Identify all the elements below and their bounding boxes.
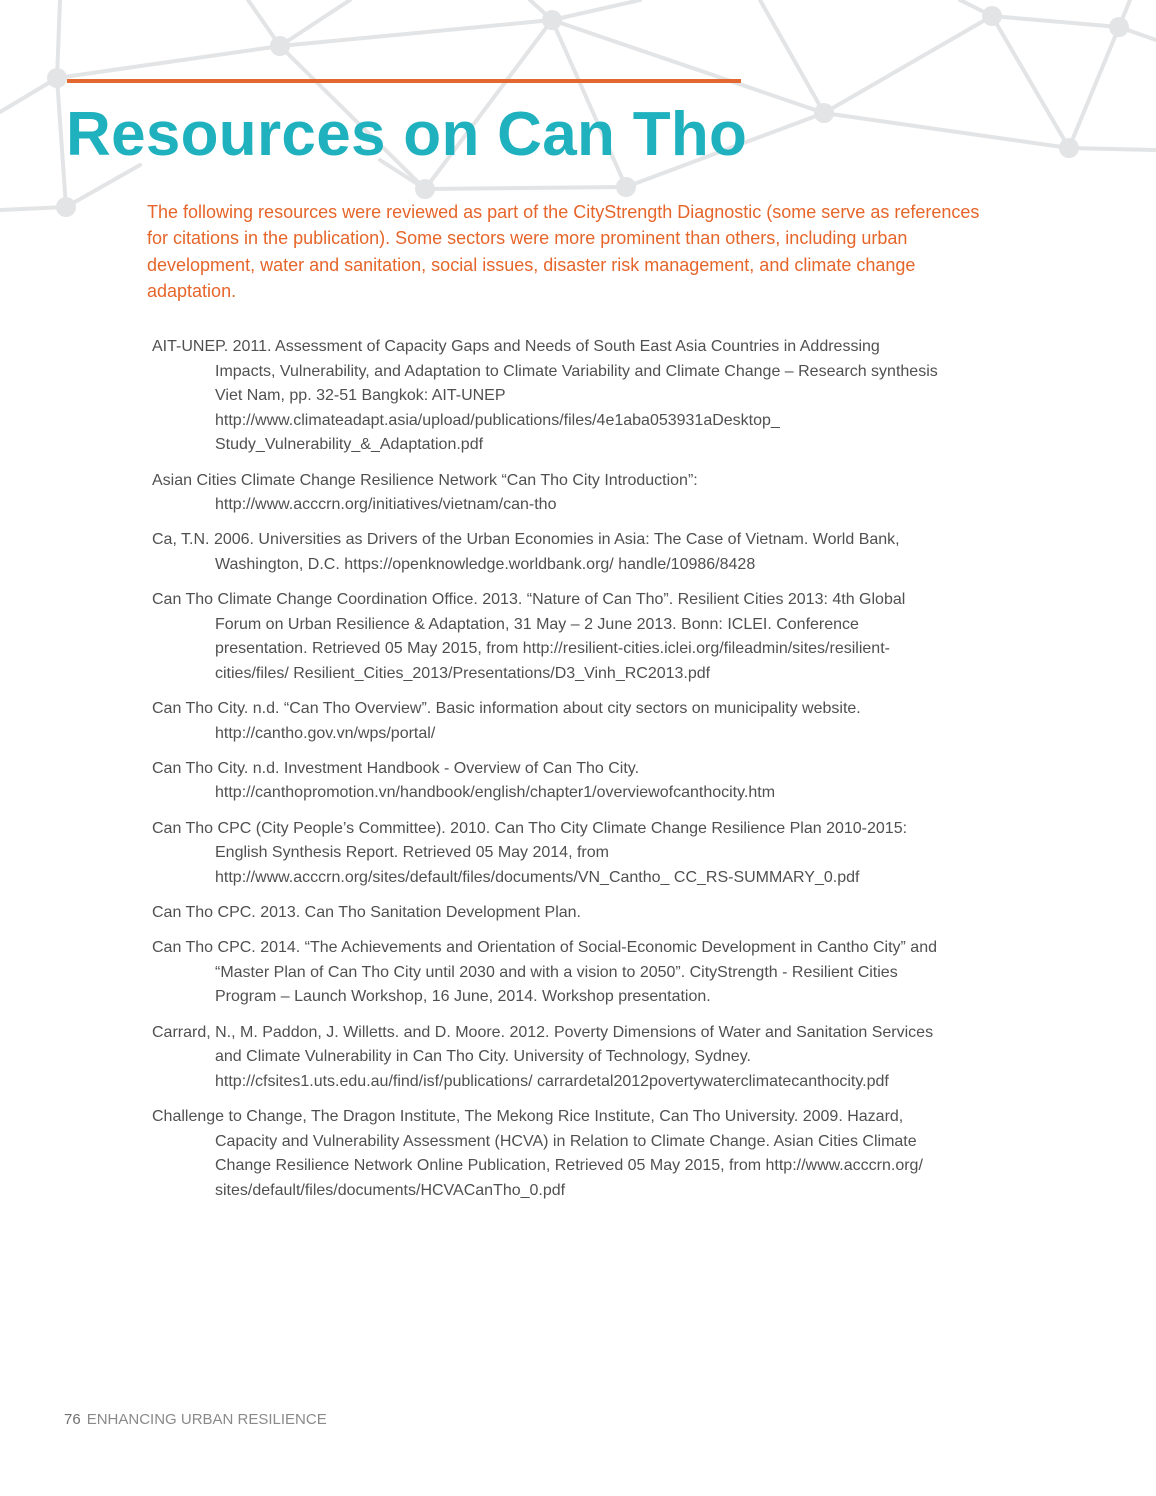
reference-item: AIT-UNEP. 2011. Assessment of Capacity Gaps and Needs of South East Asia Countries in Addressing Impacts, Vulnerability, and Adaptation to Climate Variability and Climate Change – Research synthesis Viet Nam, pp. 32-51 Bangkok: AIT-UNEP http://www.climateadapt.asia/upload/publications/files/4e1aba053931aDesktop_ Study_Vulnerability_&_Adaptation.pdf — [152, 338, 938, 454]
reference-item: Can Tho City. n.d. “Can Tho Overview”. Basic information about city sectors on municipality website. http://cantho.gov.vn/wps/portal/ — [152, 700, 861, 742]
title-accent-rule — [67, 79, 741, 83]
page-title: Resources on Can Tho — [66, 100, 748, 169]
intro-paragraph: The following resources were reviewed as part of the CityStrength Diagnostic (some serve as references for citations in the publication). Some sectors were more prominent than others, including urban development, water and sanitation, social issues, disaster risk management, and climate change adaptation. — [147, 202, 980, 301]
page-footer — [64, 1411, 327, 1428]
reference-item: Can Tho Climate Change Coordination Office. 2013. “Nature of Can Tho”. Resilient Cities 2013: 4th Global Forum on Urban Resilience & Adaptation, 31 May – 2 June 2013. Bonn: ICLEI. Conference presentation. Retrieved 05 May 2015, from http://resilient-cities.iclei.org/fileadmin/sites/resilient-cities/files/ Resilient_Cities_2013/Presentations/D3_Vinh_RC2013.pdf — [152, 591, 906, 682]
reference-list — [152, 335, 942, 1214]
reference-item: Carrard, N., M. Paddon, J. Willetts. and D. Moore. 2012. Poverty Dimensions of Water and Sanitation Services and Climate Vulnerability in Can Tho City. University of Technology, Sydney. http://cfsites1.uts.edu.au/find/isf/publications/ carrardetal2012povertywaterclimatecanthocity.pdf — [152, 1023, 934, 1090]
reference-item: Can Tho CPC. 2013. Can Tho Sanitation Development Plan. — [152, 904, 581, 922]
reference-item: Ca, T.N. 2006. Universities as Drivers of the Urban Economies in Asia: The Case of Vietnam. World Bank, Washington, D.C. https://openknowledge.worldbank.org/ handle/10986/8428 — [152, 531, 900, 573]
reference-item: Asian Cities Climate Change Resilience Network “Can Tho City Introduction”: http://www.acccrn.org/initiatives/vietnam/can-tho — [152, 471, 698, 514]
reference-item: Challenge to Change, The Dragon Institute, The Mekong Rice Institute, Can Tho University. 2009. Hazard, Capacity and Vulnerability Assessment (HCVA) in Relation to Climate Change. Asian Cities Climate Change Resilience Network Online Publication, Retrieved 05 May 2015, from http://www.acccrn.org/ sites/default/files/documents/HCVACanTho_0.pdf — [152, 1107, 923, 1199]
running-title: ENHANCING URBAN RESILIENCE — [86, 1411, 327, 1428]
page-number: 76 — [64, 1411, 81, 1428]
reference-item: Can Tho CPC (City People’s Committee). 2010. Can Tho City Climate Change Resilience Plan 2010-2015: English Synthesis Report. Retrieved 05 May 2014, from http://www.acccrn.org/sites/default/files/documents/VN_Cantho_ CC_RS-SUMMARY_0.pdf — [152, 819, 908, 886]
reference-item: Can Tho CPC. 2014. “The Achievements and Orientation of Social-Economic Development in Cantho City” and “Master Plan of Can Tho City until 2030 and with a vision to 2050”. CityStrength - Resilient Cities Program – Launch Workshop, 16 June, 2014. Workshop presentation. — [152, 939, 937, 1006]
reference-item: Can Tho City. n.d. Investment Handbook - Overview of Can Tho City. http://canthopromotion.vn/handbook/english/chapter1/overviewofcanthocity.htm — [152, 759, 776, 802]
